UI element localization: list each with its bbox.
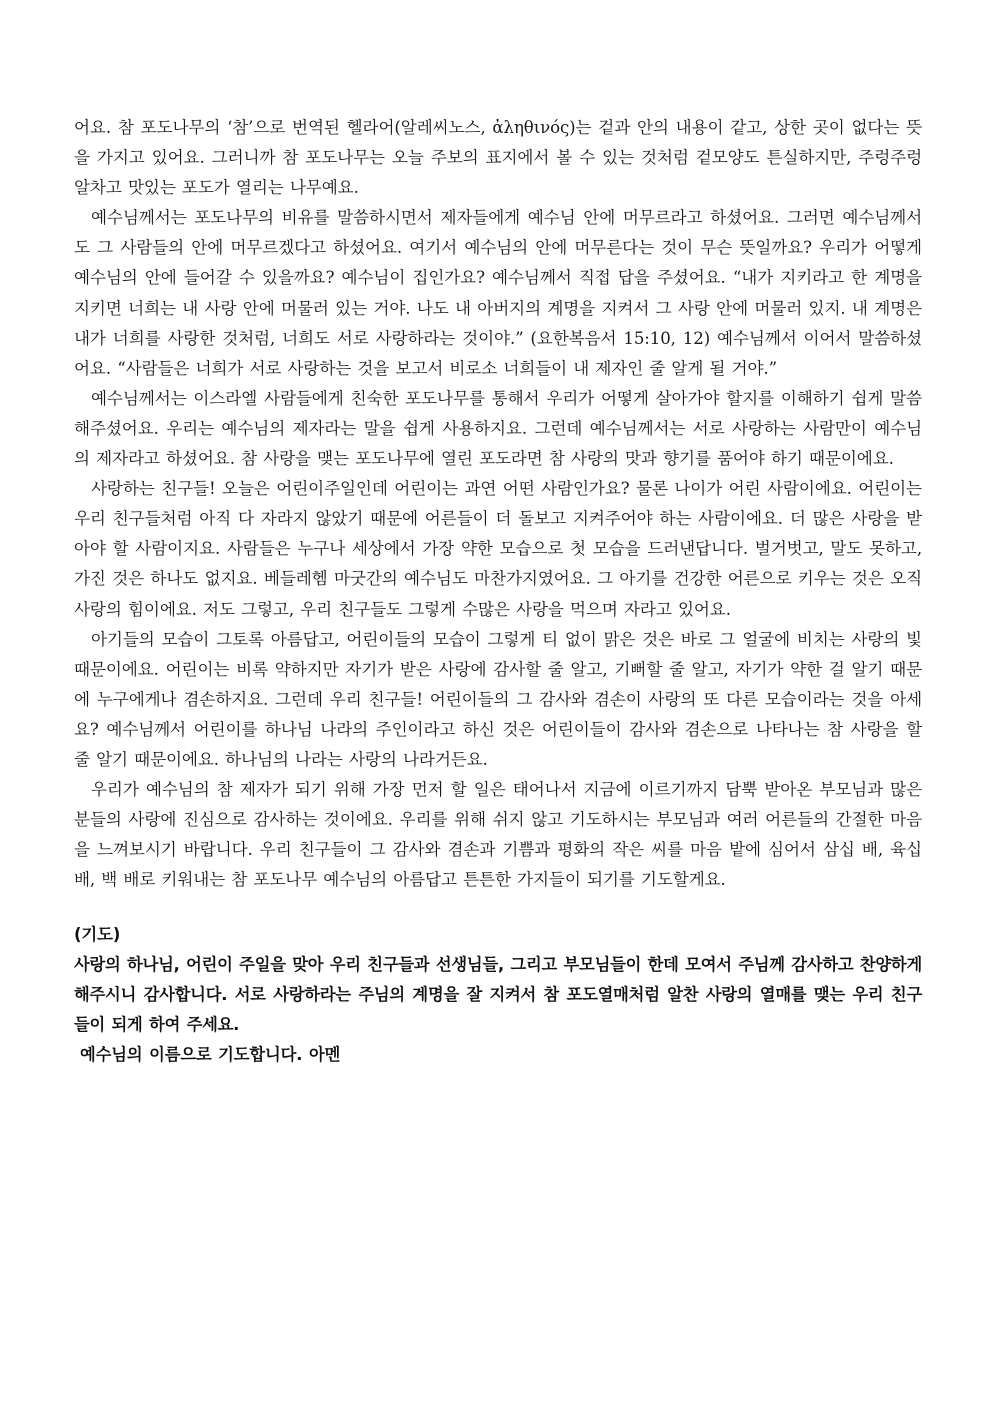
paragraph: 사랑하는 친구들! 오늘은 어린이주일인데 어린이는 과연 어떤 사람인가요? 물론 나이가 어린 사람이에요. 어린이는 우리 친구들처럼 아직 다 자라지 않았기 때문에 어른들이 더 돌보고 지켜주어야 하는 사람이에요. 더 많은 사랑을 받아야 할 사람이지요. 사람들은 누구나 세상에서 가장 약한 모습으로 첫 모습을 드러낸답니다. 벌거벗고, 말도 못하고, 가진 것은 하나도 없지요. 베들레헴 마굿간의 예수님도 마찬가지였어요. 그 아기를 건강한 어른으로 키우는 것은 오직 사랑의 힘이에요. 저도 그렇고, 우리 친구들도 그렇게 수많은 사랑을 먹으며 자라고 있어요. — [74, 479, 922, 619]
prayer-section — [74, 920, 922, 1070]
paragraph: 예수님께서는 이스라엘 사람들에게 친숙한 포도나무를 통해서 우리가 어떻게 살아가야 할지를 이해하기 쉽게 말씀해주셨어요. 우리는 예수님의 제자라는 말을 쉽게 사용하지요. 그런데 예수님께서는 서로 사랑하는 사람만이 예수님의 제자라고 하셨어요. 참 사랑을 맺는 포도나무에 열린 포도라면 참 사랑의 맛과 향기를 품어야 하기 때문이에요. — [74, 388, 922, 469]
paragraph: 아기들의 모습이 그토록 아름답고, 어린이들의 모습이 그렇게 티 없이 맑은 것은 바로 그 얼굴에 비치는 사랑의 빛 때문이에요. 어린이는 비록 약하지만 자기가 받은 사랑에 감사할 줄 알고, 기뻐할 줄 알고, 자기가 약한 걸 알기 때문에 누구에게나 겸손하지요. 그런데 우리 친구들! 어린이들의 그 감사와 겸손이 사랑의 또 다른 모습이라는 것을 아세요? 예수님께서 어린이를 하나님 나라의 주인이라고 하신 것은 어린이들이 감사와 겸손으로 나타나는 참 사랑을 할 줄 알기 때문이에요. 하나님의 나라는 사랑의 나라거든요. — [74, 629, 922, 769]
prayer-closing: 예수님의 이름으로 기도합니다. 아멘 — [80, 1045, 341, 1065]
paragraph: 우리가 예수님의 참 제자가 되기 위해 가장 먼저 할 일은 태어나서 지금에 이르기까지 담뿍 받아온 부모님과 많은 분들의 사랑에 진심으로 감사하는 것이에요. 우리를 위해 쉬지 않고 기도하시는 부모님과 여러 어른들의 간절한 마음을 느껴보시기 바랍니다. 우리 친구들이 그 감사와 겸손과 기쁨과 평화의 작은 씨를 마음 밭에 심어서 삼십 배, 육십 배, 백 배로 키워내는 참 포도나무 예수님의 아름답고 튼튼한 가지들이 되기를 기도할게요. — [74, 780, 922, 890]
prayer-body: 사랑의 하나님, 어린이 주일을 맞아 우리 친구들과 선생님들, 그리고 부모님들이 한데 모여서 주님께 감사하고 찬양하게 해주시니 감사합니다. 서로 사랑하라는 주님의 계명을 잘 지켜서 참 포도열매처럼 알찬 사랑의 열매를 맺는 우리 친구들이 되게 하여 주세요. — [74, 955, 922, 1035]
paragraph: 어요. 참 포도나무의 ‘참’으로 번역된 헬라어(알레씨노스, ἀληθινός)는 겉과 안의 내용이 같고, 상한 곳이 없다는 뜻을 가지고 있어요. 그러니까 참 포도나무는 오늘 주보의 표지에서 볼 수 있는 것처럼 겉모양도 튼실하지만, 주렁주렁 알차고 맛있는 포도가 열리는 나무예요. — [74, 118, 922, 198]
document-page — [74, 113, 922, 1070]
sermon-body — [74, 113, 922, 895]
paragraph: 예수님께서는 포도나무의 비유를 말씀하시면서 제자들에게 예수님 안에 머무르라고 하셨어요. 그러면 예수님께서도 그 사람들의 안에 머무르겠다고 하셨어요. 여기서 예수님의 안에 머무른다는 것이 무슨 뜻일까요? 우리가 어떻게 예수님의 안에 들어갈 수 있을까요? 예수님이 집인가요? 예수님께서 직접 답을 주셨어요. “내가 지키라고 한 계명을 지키면 너희는 내 사랑 안에 머물러 있는 거야. 나도 내 아버지의 계명을 지켜서 그 사랑 안에 머물러 있지. 내 계명은 내가 너희를 사랑한 것처럼, 너희도 서로 사랑하라는 것이야.” (요한복음서 15:10, 12) 예수님께서 이어서 말씀하셨어요. “사람들은 너희가 서로 사랑하는 것을 보고서 비로소 너희들이 내 제자인 줄 알게 될 거야.” — [74, 208, 922, 378]
prayer-heading: (기도) — [74, 925, 121, 945]
